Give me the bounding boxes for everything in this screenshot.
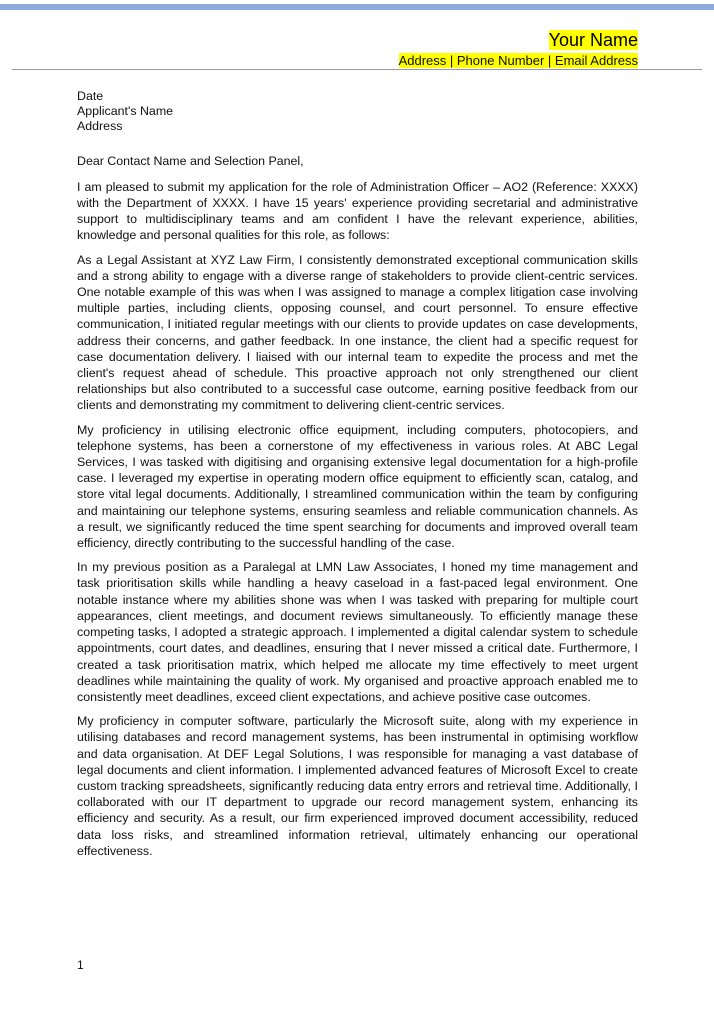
paragraph-computer-software[interactable]: My proficiency in computer software, particularly the Microsoft suite, along with my experience in utilising databases and record management systems, has been instrumental in optimising workflow and data organisation. At DEF Legal Solutions, I was responsible for managing a vast database of legal documents and client information. I implemented advanced features of Microsoft Excel to create custom tracking spreadsheets, significantly reducing data entry errors and retrieval time. Additionally, I collaborated with our IT department to upgrade our record management system, enhancing its efficiency and security. As a result, our firm experienced improved document accessibility, reduced data loss risks, and streamlined information retrieval, ultimately enhancing our operational effectiveness. (77, 714, 638, 858)
top-accent-bar (0, 4, 714, 10)
date-line[interactable]: Date (77, 89, 104, 103)
letter-body (77, 89, 638, 859)
recipient-name-line[interactable]: Applicant's Name (77, 104, 174, 119)
paragraph-time-management[interactable]: In my previous position as a Paralegal at LMN Law Associates, I honed my time management and task prioritisation skills while handling a heavy caseload in a fast-paced legal environment. One notable instance where my abilities shone was when I was tasked with preparing for multiple court appearances, client meetings, and document reviews simultaneously. To efficiently manage these competing tasks, I adopted a strategic approach. I implemented a digital calendar system to schedule appointments, court dates, and deadlines, ensuring that I never missed a critical date. Furthermore, I created a task prioritisation matrix, which helped me allocate my time effectively to meet urgent deadlines while maintaining the quality of work. My organised and proactive approach enabled me to consistently meet deadlines, exceed client expectations, and achieve positive case outcomes. (77, 560, 638, 704)
paragraph-intro[interactable]: I am pleased to submit my application for the role of Administration Officer – AO2 (Reference: XXXX) with the Department of XXXX. I have 15 years' experience providing secretarial and administrative support to multidisciplinary teams and am confident I have the relevant experience, abilities, knowledge and personal qualities for this role, as follows: (77, 179, 638, 243)
header-divider (12, 69, 702, 70)
sender-contact-line[interactable]: Address | Phone Number | Email Address (398, 53, 638, 68)
salutation[interactable]: Dear Contact Name and Selection Panel, (77, 153, 304, 168)
recipient-address-line[interactable]: Address (77, 119, 123, 134)
letter-header (399, 30, 638, 68)
paragraph-communication[interactable]: As a Legal Assistant at XYZ Law Firm, I consistently demonstrated exceptional communication skills and a strong ability to engage with a diverse range of stakeholders to provide client-centric services. One notable example of this was when I was assigned to manage a complex litigation case involving multiple parties, including clients, opposing counsel, and court personnel. To ensure effective communication, I initiated regular meetings with our clients to provide updates on case developments, address their concerns, and gather feedback. In one instance, the client had a specific request for case documentation delivery. I liaised with our internal team to expedite the process and met the client's request ahead of schedule. This proactive approach not only strengthened our client relationships but also contributed to a successful case outcome, earning positive feedback from our clients and demonstrating my commitment to delivering client-centric services. (77, 252, 638, 413)
sender-name[interactable]: Your Name (548, 30, 638, 50)
page-number: 1 (77, 958, 84, 972)
paragraph-office-equipment[interactable]: My proficiency in utilising electronic office equipment, including computers, photocopiers, and telephone systems, has been a cornerstone of my effectiveness in various roles. At ABC Legal Services, I was tasked with digitising and organising extensive legal documentation for a high-profile case. I leveraged my expertise in operating modern office equipment to efficiently scan, catalog, and store vital legal documents. Additionally, I streamlined communication within the team by configuring and maintaining our telephone systems, ensuring seamless and reliable communication channels. As a result, we significantly reduced the time spent searching for documents and improved overall team efficiency, directly contributing to the successful handling of the case. (77, 422, 638, 551)
